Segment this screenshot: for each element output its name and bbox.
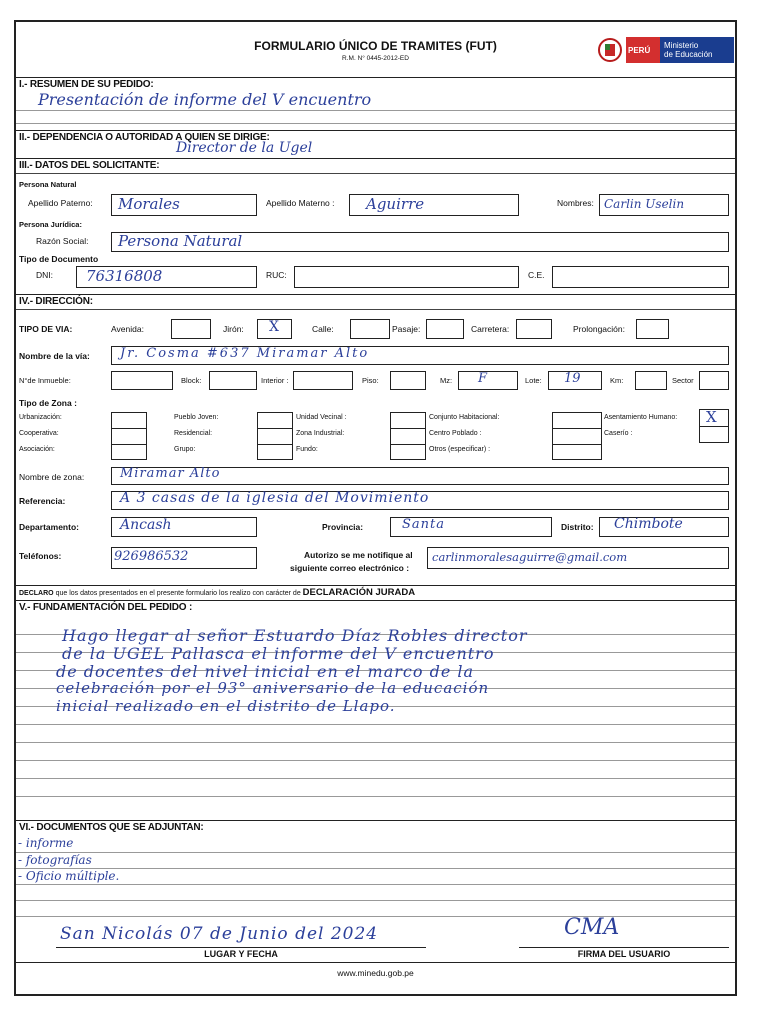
carretera-checkbox[interactable] [516,319,552,339]
lined-row [16,884,735,885]
lined-row [16,900,735,901]
ce-field[interactable] [552,266,729,288]
dni-value: 76316808 [86,267,163,285]
fundamentacion-line: de docentes del nivel inicial en el marco de la [56,662,475,681]
divider [16,77,735,78]
distrito-label: Distrito: [561,522,594,532]
divider [16,585,735,586]
telefonos-label: Teléfonos: [19,551,62,561]
nombre-zona-value: Miramar Alto [120,466,221,481]
provincia-label: Provincia: [322,522,364,532]
zona-col1-boxes[interactable] [111,412,147,460]
lined-row [16,724,735,725]
caserio-label: Caserío : [604,430,633,437]
dni-label: DNI: [36,270,53,280]
fundamentacion-line: de la UGEL Pallasca el informe del V encuentro [62,644,495,663]
form-frame [14,20,737,996]
mz-field[interactable] [458,371,518,390]
documento-item: - Oficio múltiple. [18,869,120,883]
divider [390,428,426,429]
persona-juridica-label: Persona Jurídica: [19,220,82,229]
pasaje-checkbox[interactable] [426,319,464,339]
persona-natural-label: Persona Natural [19,180,77,189]
lugar-fecha-line [56,947,426,948]
declaro-body: que los datos presentados en el presente formulario los realizo con carácter de [55,590,301,597]
correo-value: carlinmoralesaguirre@gmail.com [432,550,628,564]
lined-row [16,742,735,743]
referencia-label: Referencia: [19,496,66,506]
calle-checkbox[interactable] [350,319,390,339]
minedu-logo [596,34,736,66]
cooperativa-label: Cooperativa: [19,430,59,437]
tipo-zona-label: Tipo de Zona : [19,398,77,408]
avenida-label: Avenida: [111,324,144,334]
piso-field[interactable] [390,371,426,390]
divider [111,444,147,445]
declaracion-text [19,587,415,598]
provincia-value: Santa [402,517,446,532]
nombre-via-value: Jr. Cosma #637 Miramar Alto [120,346,370,361]
km-label: Km: [610,376,624,385]
footer-url[interactable]: www.minedu.gob.pe [337,968,414,978]
nombres-value: Carlin Uselin [604,197,685,211]
divider [16,309,735,310]
divider [390,444,426,445]
residencial-label: Residencial: [174,430,213,437]
nombre-via-label: Nombre de la vía: [19,351,90,361]
form-title: FORMULARIO ÚNICO DE TRAMITES (FUT) [254,39,497,53]
apellido-paterno-label: Apellido Paterno: [28,198,93,208]
zona-col3-boxes[interactable] [390,412,426,460]
fundamentacion-line: Hago llegar al señor Estuardo Díaz Robles director [62,626,528,645]
divider [552,428,602,429]
section-6-heading: VI.- DOCUMENTOS QUE SE ADJUNTAN: [19,822,204,833]
zona-col2-boxes[interactable] [257,412,293,460]
grupo-label: Grupo: [174,446,196,453]
ruc-label: RUC: [266,270,287,280]
divider [699,426,729,427]
form-subtitle: R.M. N° 0445-2012-ED [342,55,409,62]
lined-row [16,123,735,124]
centro-poblado-label: Centro Poblado : [429,430,482,437]
prolongacion-checkbox[interactable] [636,319,669,339]
fundamentacion-line: celebración por el 93° aniversario de la educación [56,679,490,697]
lined-row [16,796,735,797]
lined-row [16,110,735,111]
pueblo-joven-label: Pueblo Joven: [174,414,219,421]
calle-label: Calle: [312,324,334,334]
inmueble-label: N°de Inmueble: [19,376,71,385]
asentamiento-label: Asentamiento Humano: [604,414,678,421]
documento-item: - fotografías [18,853,92,867]
lote-value: 19 [564,371,581,386]
inmueble-field[interactable] [111,371,173,390]
ce-label: C.E. [528,270,545,280]
carretera-label: Carretera: [471,324,510,334]
sector-label: Sector [672,376,694,385]
autorizo-line2: siguiente correo electrónico : [290,563,410,573]
apellido-materno-label: Apellido Materno : [266,198,335,208]
referencia-value: A 3 casas de la iglesia del Movimiento [120,490,430,506]
apellido-paterno-value: Morales [118,195,180,213]
declaro-prefix: DECLARO [19,590,54,597]
zona-industrial-label: Zona Industrial: [296,430,345,437]
interior-field[interactable] [293,371,353,390]
logo-country: PERÚ [628,46,651,55]
lined-row [16,778,735,779]
lined-row [16,868,735,869]
telefono-value: 926986532 [114,549,189,564]
mz-value: F [478,371,488,386]
lote-label: Lote: [525,376,542,385]
section-4-heading: IV.- DIRECCIÓN: [19,296,93,307]
apellido-materno-value: Aguirre [366,195,425,213]
jiron-mark: X [269,319,279,335]
mz-label: Mz: [440,376,453,385]
divider [16,820,735,821]
documento-item: - informe [18,836,74,850]
firma-label: FIRMA DEL USUARIO [577,949,671,959]
section-5-heading: V.- FUNDAMENTACIÓN DEL PEDIDO : [19,602,193,613]
section-3-heading: III.- DATOS DEL SOLICITANTE: [19,160,160,171]
firma-line [519,947,729,948]
nombre-zona-label: Nombre de zona: [19,472,85,482]
divider [257,428,293,429]
ruc-field[interactable] [294,266,519,288]
firma-signature: CMA [564,915,620,940]
lined-row [16,852,735,853]
asentamiento-mark: X [706,408,717,426]
block-field[interactable] [209,371,257,390]
piso-label: Piso: [362,376,379,385]
departamento-label: Departamento: [19,522,79,532]
divider [16,962,735,963]
urbanizacion-label: Urbanización: [19,414,62,421]
otros-label: Otros (especificar) : [429,446,491,453]
tipo-via-label: TIPO DE VIA: [19,324,73,334]
divider [111,428,147,429]
razon-social-label: Razón Social: [36,236,89,246]
asociacion-label: Asociación: [19,446,55,453]
razon-social-value: Persona Natural [118,232,243,250]
pasaje-label: Pasaje: [392,324,421,334]
declaro-bold: DECLARACIÓN JURADA [302,587,416,598]
lined-row [16,916,735,917]
conjunto-hab-label: Conjunto Habitacional: [429,414,500,421]
sector-field[interactable] [699,371,729,390]
divider [16,130,735,131]
authority-value[interactable]: Director de la Ugel [176,140,313,156]
tipo-documento-label: Tipo de Documento [19,254,99,264]
interior-label: Interior : [261,376,289,385]
km-field[interactable] [635,371,667,390]
unidad-vecinal-label: Unidad Vecinal : [296,414,347,421]
summary-value[interactable]: Presentación de informe del V encuentro [38,90,372,109]
jiron-label: Jirón: [223,324,244,334]
block-label: Block: [181,376,202,385]
divider [16,158,735,159]
departamento-value: Ancash [120,517,172,533]
fundamentacion-line: inicial realizado en el distrito de Llapo. [56,697,396,715]
section-1-heading: I.- RESUMEN DE SU PEDIDO: [19,79,154,90]
autorizo-line1: Autorizo se me notifique al [304,550,413,560]
prolongacion-label: Prolongación: [573,324,625,334]
lugar-fecha-value[interactable]: San Nicolás 07 de Junio del 2024 [60,924,379,944]
section-2-heading: II.- DEPENDENCIA O AUTORIDAD A QUIEN SE DIRIGE: [19,132,270,143]
distrito-value: Chimbote [614,516,683,532]
fundo-label: Fundo: [296,446,318,453]
lugar-fecha-label: LUGAR Y FECHA [204,949,278,959]
divider [16,173,735,174]
lined-row [16,760,735,761]
nombres-label: Nombres: [557,198,594,208]
logo-ministry-1: Ministerio [664,41,699,50]
avenida-checkbox[interactable] [171,319,211,339]
divider [257,444,293,445]
divider [16,294,735,295]
logo-ministry-2: de Educación [664,50,713,59]
divider [552,444,602,445]
zona-col4-boxes[interactable] [552,412,602,460]
divider [16,600,735,601]
